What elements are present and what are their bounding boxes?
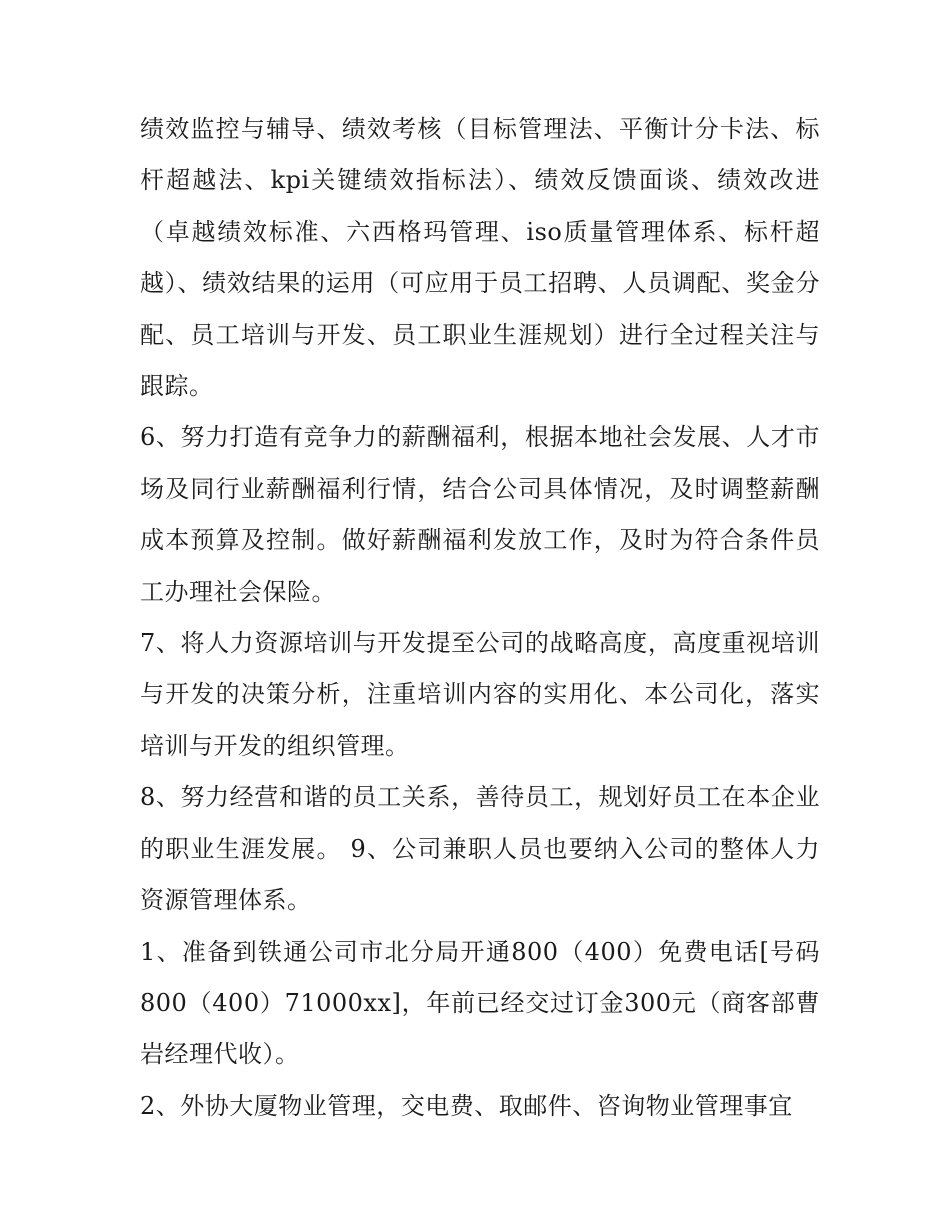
paragraph-item-2-property-management: 2、外协大厦物业管理，交电费、取邮件、咨询物业管理事宜 [140,1091,793,1120]
paragraph-performance-process: 绩效监控与辅导、绩效考核（目标管理法、平衡计分卡法、标杆超越法、kpi关键绩效指标法）、绩效反馈面谈、绩效改进（卓越绩效标准、六西格玛管理、iso质量管理体系、标杆超越）、绩效结果的运用（可应用于员工招聘、人员调配、奖金分配、员工培训与开发、员工职业生涯规划）进行全过程关注与跟踪。 [140,115,820,401]
paragraph-item-1-toll-free-line: 1、准备到铁通公司市北分局开通800（400）免费电话[号码800（400）71000xx]，年前已经交过订金300元（商客部曹岩经理代收）。 [140,937,820,1069]
paragraph-item-6-compensation: 6、努力打造有竞争力的薪酬福利，根据本地社会发展、人才市场及同行业薪酬福利行情，结合公司具体情况，及时调整薪酬成本预算及控制。做好薪酬福利发放工作，及时为符合条件员工办理社会保险。 [140,423,820,606]
document-body [140,104,820,1132]
paragraph-item-7-training: 7、将人力资源培训与开发提至公司的战略高度，高度重视培训与开发的决策分析，注重培训内容的实用化、本公司化，落实培训与开发的组织管理。 [140,629,820,760]
paragraph-item-8-9-relations: 8、努力经营和谐的员工关系，善待员工，规划好员工在本企业的职业生涯发展。 9、公司兼职人员也要纳入公司的整体人力资源管理体系。 [140,783,820,915]
